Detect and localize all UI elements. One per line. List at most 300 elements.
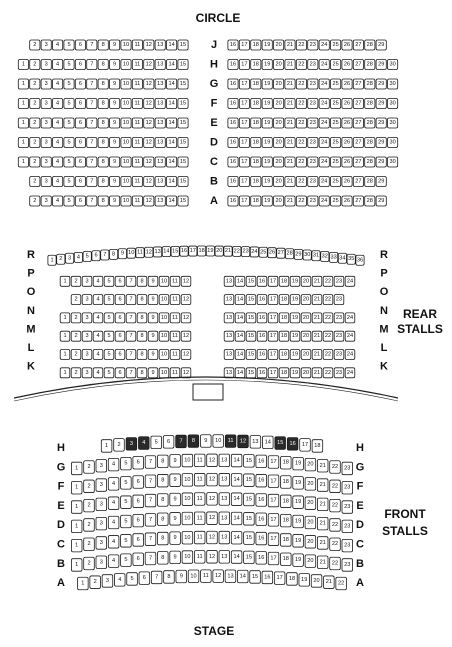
seat-rear-p-1[interactable]	[60, 276, 70, 286]
seat-front-b-3[interactable]	[96, 556, 107, 569]
seat-circle-b-21[interactable]	[285, 177, 295, 187]
seat-front-e-23[interactable]	[342, 501, 353, 514]
seat-circle-f-21[interactable]	[285, 99, 295, 109]
seat-front-a-14[interactable]	[237, 570, 248, 583]
seat-rear-o-18[interactable]	[279, 295, 289, 305]
seat-circle-f-11[interactable]	[132, 99, 142, 109]
seat-circle-j-29[interactable]	[376, 40, 386, 50]
seat-front-e-14[interactable]	[231, 493, 242, 506]
seat-rear-p-17[interactable]	[268, 276, 278, 286]
seat-rear-l-4[interactable]	[93, 350, 103, 360]
seat-rear-o-23[interactable]	[334, 295, 344, 305]
seat-front-c-9[interactable]	[170, 532, 181, 545]
seat-front-e-10[interactable]	[182, 493, 193, 506]
seat-front-e-19[interactable]	[293, 496, 304, 509]
seat-front-g-6[interactable]	[133, 456, 144, 469]
seat-circle-h-8[interactable]	[98, 60, 108, 70]
seat-circle-d-26[interactable]	[342, 138, 352, 148]
seat-rear-r-27[interactable]	[277, 248, 285, 258]
seat-rear-n-6[interactable]	[115, 313, 125, 323]
seat-front-e-1[interactable]	[71, 501, 82, 514]
seat-circle-a-7[interactable]	[87, 196, 97, 206]
seat-front-c-17[interactable]	[268, 533, 279, 546]
seat-front-e-7[interactable]	[145, 494, 156, 507]
seat-front-d-1[interactable]	[71, 520, 82, 533]
seat-circle-a-17[interactable]	[239, 196, 249, 206]
seat-rear-r-19[interactable]	[206, 246, 214, 256]
seat-rear-r-5[interactable]	[83, 252, 91, 262]
seat-front-g-21[interactable]	[317, 460, 328, 473]
seat-rear-r-29[interactable]	[294, 249, 302, 259]
seat-front-a-5[interactable]	[127, 573, 138, 586]
seat-front-e-22[interactable]	[330, 499, 341, 512]
seat-circle-e-12[interactable]	[144, 118, 154, 128]
seat-front-f-2[interactable]	[84, 480, 95, 493]
seat-rear-k-12[interactable]	[181, 368, 191, 378]
seat-circle-f-13[interactable]	[155, 99, 165, 109]
seat-front-c-16[interactable]	[256, 532, 267, 545]
seat-rear-n-10[interactable]	[159, 313, 169, 323]
seat-front-f-15[interactable]	[244, 474, 255, 487]
seat-front-h-18[interactable]	[312, 440, 323, 453]
seat-circle-c-20[interactable]	[274, 157, 284, 167]
seat-rear-n-24[interactable]	[345, 313, 355, 323]
seat-circle-h-1[interactable]	[18, 60, 28, 70]
seat-rear-l-16[interactable]	[257, 350, 267, 360]
seat-rear-p-24[interactable]	[345, 276, 355, 286]
seat-circle-e-28[interactable]	[365, 118, 375, 128]
seat-circle-d-9[interactable]	[110, 138, 120, 148]
seat-circle-e-17[interactable]	[239, 118, 249, 128]
seat-rear-r-26[interactable]	[268, 248, 276, 258]
seat-circle-d-2[interactable]	[30, 138, 40, 148]
seat-circle-j-19[interactable]	[262, 40, 272, 50]
seat-circle-b-7[interactable]	[87, 177, 97, 187]
seat-rear-l-22[interactable]	[323, 350, 333, 360]
seat-front-g-10[interactable]	[182, 454, 193, 467]
seat-front-g-5[interactable]	[121, 457, 132, 470]
seat-front-a-7[interactable]	[151, 571, 162, 584]
seat-circle-h-17[interactable]	[239, 60, 249, 70]
seat-circle-j-5[interactable]	[64, 40, 74, 50]
seat-rear-o-15[interactable]	[246, 295, 256, 305]
seat-circle-e-20[interactable]	[274, 118, 284, 128]
seat-circle-j-13[interactable]	[155, 40, 165, 50]
seat-rear-o-14[interactable]	[235, 295, 245, 305]
seat-circle-c-22[interactable]	[296, 157, 306, 167]
seat-front-e-17[interactable]	[268, 494, 279, 507]
seat-front-h-17[interactable]	[300, 439, 311, 452]
seat-circle-c-8[interactable]	[98, 157, 108, 167]
seat-circle-j-3[interactable]	[41, 40, 51, 50]
seat-front-h-7[interactable]	[176, 435, 187, 448]
seat-circle-j-23[interactable]	[308, 40, 318, 50]
seat-circle-g-21[interactable]	[285, 79, 295, 89]
seat-circle-e-15[interactable]	[178, 118, 188, 128]
seat-front-b-6[interactable]	[133, 553, 144, 566]
seat-circle-b-14[interactable]	[167, 177, 177, 187]
seat-circle-f-26[interactable]	[342, 99, 352, 109]
seat-rear-r-30[interactable]	[303, 250, 311, 260]
seat-front-e-12[interactable]	[207, 493, 218, 506]
seat-circle-c-12[interactable]	[144, 157, 154, 167]
seat-front-c-20[interactable]	[305, 536, 316, 549]
seat-front-c-10[interactable]	[182, 532, 193, 545]
seat-front-a-13[interactable]	[225, 570, 236, 583]
seat-circle-a-23[interactable]	[308, 196, 318, 206]
seat-rear-r-10[interactable]	[127, 248, 135, 258]
seat-circle-j-21[interactable]	[285, 40, 295, 50]
seat-circle-f-6[interactable]	[75, 99, 85, 109]
seat-front-h-6[interactable]	[163, 436, 174, 449]
seat-rear-k-9[interactable]	[148, 368, 158, 378]
seat-rear-m-10[interactable]	[159, 331, 169, 341]
seat-rear-k-24[interactable]	[345, 368, 355, 378]
seat-circle-j-28[interactable]	[365, 40, 375, 50]
seat-circle-f-7[interactable]	[87, 99, 97, 109]
seat-front-a-10[interactable]	[188, 570, 199, 583]
seat-circle-d-30[interactable]	[388, 138, 398, 148]
seat-front-a-20[interactable]	[311, 575, 322, 588]
seat-front-h-2[interactable]	[114, 439, 125, 452]
seat-front-e-5[interactable]	[121, 496, 132, 509]
seat-circle-h-9[interactable]	[110, 60, 120, 70]
seat-circle-g-11[interactable]	[132, 79, 142, 89]
seat-front-b-8[interactable]	[158, 552, 169, 565]
seat-circle-a-25[interactable]	[331, 196, 341, 206]
seat-front-a-15[interactable]	[250, 571, 261, 584]
seat-circle-g-24[interactable]	[319, 79, 329, 89]
seat-circle-b-29[interactable]	[376, 177, 386, 187]
seat-front-d-4[interactable]	[108, 516, 119, 529]
seat-circle-f-24[interactable]	[319, 99, 329, 109]
seat-front-e-16[interactable]	[256, 494, 267, 507]
seat-front-h-5[interactable]	[151, 436, 162, 449]
seat-rear-k-1[interactable]	[60, 368, 70, 378]
seat-rear-l-10[interactable]	[159, 350, 169, 360]
seat-circle-h-13[interactable]	[155, 60, 165, 70]
seat-circle-f-28[interactable]	[365, 99, 375, 109]
seat-circle-b-20[interactable]	[274, 177, 284, 187]
seat-front-d-22[interactable]	[330, 519, 341, 532]
seat-rear-k-5[interactable]	[104, 368, 114, 378]
seat-front-g-4[interactable]	[108, 458, 119, 471]
seat-circle-g-2[interactable]	[30, 79, 40, 89]
seat-circle-f-14[interactable]	[167, 99, 177, 109]
seat-front-d-14[interactable]	[231, 512, 242, 525]
seat-circle-g-16[interactable]	[228, 79, 238, 89]
seat-rear-n-18[interactable]	[279, 313, 289, 323]
seat-circle-h-25[interactable]	[331, 60, 341, 70]
seat-circle-e-11[interactable]	[132, 118, 142, 128]
seat-rear-n-16[interactable]	[257, 313, 267, 323]
seat-circle-j-26[interactable]	[342, 40, 352, 50]
seat-rear-r-25[interactable]	[259, 247, 267, 257]
seat-circle-h-2[interactable]	[30, 60, 40, 70]
seat-front-d-3[interactable]	[96, 517, 107, 530]
seat-circle-e-23[interactable]	[308, 118, 318, 128]
seat-circle-e-14[interactable]	[167, 118, 177, 128]
seat-front-f-12[interactable]	[207, 473, 218, 486]
seat-rear-l-6[interactable]	[115, 350, 125, 360]
seat-circle-e-18[interactable]	[251, 118, 261, 128]
seat-circle-c-29[interactable]	[376, 157, 386, 167]
seat-front-b-16[interactable]	[256, 552, 267, 565]
seat-circle-c-30[interactable]	[388, 157, 398, 167]
seat-circle-a-19[interactable]	[262, 196, 272, 206]
seat-front-a-2[interactable]	[90, 576, 101, 589]
seat-rear-o-22[interactable]	[323, 295, 333, 305]
seat-circle-f-18[interactable]	[251, 99, 261, 109]
seat-front-a-22[interactable]	[336, 577, 347, 590]
seat-rear-m-5[interactable]	[104, 331, 114, 341]
seat-circle-h-30[interactable]	[388, 60, 398, 70]
seat-rear-l-19[interactable]	[290, 350, 300, 360]
seat-circle-b-17[interactable]	[239, 177, 249, 187]
seat-rear-k-4[interactable]	[93, 368, 103, 378]
seat-circle-f-2[interactable]	[30, 99, 40, 109]
seat-circle-c-14[interactable]	[167, 157, 177, 167]
seat-rear-r-20[interactable]	[215, 246, 223, 256]
seat-rear-r-1[interactable]	[48, 255, 56, 265]
seat-front-d-21[interactable]	[317, 517, 328, 530]
seat-rear-o-17[interactable]	[268, 295, 278, 305]
seat-circle-g-8[interactable]	[98, 79, 108, 89]
seat-rear-r-34[interactable]	[338, 253, 346, 263]
seat-circle-e-25[interactable]	[331, 118, 341, 128]
seat-rear-l-17[interactable]	[268, 350, 278, 360]
seat-circle-c-15[interactable]	[178, 157, 188, 167]
seat-front-f-3[interactable]	[96, 479, 107, 492]
seat-front-b-19[interactable]	[293, 554, 304, 567]
seat-front-d-10[interactable]	[182, 512, 193, 525]
seat-circle-j-10[interactable]	[121, 40, 131, 50]
seat-front-c-23[interactable]	[342, 539, 353, 552]
seat-rear-l-7[interactable]	[126, 350, 136, 360]
seat-rear-k-23[interactable]	[334, 368, 344, 378]
seat-rear-r-12[interactable]	[145, 247, 153, 257]
seat-circle-c-11[interactable]	[132, 157, 142, 167]
seat-rear-n-4[interactable]	[93, 313, 103, 323]
seat-rear-r-3[interactable]	[66, 253, 74, 263]
seat-front-c-2[interactable]	[84, 538, 95, 551]
seat-front-b-12[interactable]	[207, 551, 218, 564]
seat-circle-b-10[interactable]	[121, 177, 131, 187]
seat-circle-c-4[interactable]	[53, 157, 63, 167]
seat-rear-l-21[interactable]	[312, 350, 322, 360]
seat-rear-p-5[interactable]	[104, 276, 114, 286]
seat-front-c-19[interactable]	[293, 535, 304, 548]
seat-circle-b-19[interactable]	[262, 177, 272, 187]
seat-circle-g-30[interactable]	[388, 79, 398, 89]
seat-front-g-20[interactable]	[305, 458, 316, 471]
seat-circle-g-7[interactable]	[87, 79, 97, 89]
seat-circle-a-12[interactable]	[144, 196, 154, 206]
seat-front-b-15[interactable]	[244, 551, 255, 564]
seat-circle-b-8[interactable]	[98, 177, 108, 187]
seat-rear-n-13[interactable]	[224, 313, 234, 323]
seat-circle-f-20[interactable]	[274, 99, 284, 109]
seat-rear-p-23[interactable]	[334, 276, 344, 286]
seat-rear-p-8[interactable]	[137, 276, 147, 286]
seat-circle-a-22[interactable]	[296, 196, 306, 206]
seat-front-b-5[interactable]	[121, 554, 132, 567]
seat-front-b-14[interactable]	[231, 551, 242, 564]
seat-circle-c-9[interactable]	[110, 157, 120, 167]
seat-circle-c-1[interactable]	[18, 157, 28, 167]
seat-front-c-22[interactable]	[330, 538, 341, 551]
seat-front-f-1[interactable]	[71, 481, 82, 494]
seat-circle-d-5[interactable]	[64, 138, 74, 148]
seat-front-e-13[interactable]	[219, 493, 230, 506]
seat-rear-n-21[interactable]	[312, 313, 322, 323]
seat-rear-o-7[interactable]	[126, 295, 136, 305]
seat-circle-f-3[interactable]	[41, 99, 51, 109]
seat-rear-o-3[interactable]	[82, 295, 92, 305]
seat-rear-n-9[interactable]	[148, 313, 158, 323]
seat-front-g-16[interactable]	[256, 455, 267, 468]
seat-circle-d-28[interactable]	[365, 138, 375, 148]
seat-circle-d-15[interactable]	[178, 138, 188, 148]
seat-front-f-22[interactable]	[330, 480, 341, 493]
seat-circle-f-10[interactable]	[121, 99, 131, 109]
seat-circle-a-16[interactable]	[228, 196, 238, 206]
seat-circle-a-11[interactable]	[132, 196, 142, 206]
seat-circle-c-26[interactable]	[342, 157, 352, 167]
seat-front-g-11[interactable]	[194, 454, 205, 467]
seat-rear-r-21[interactable]	[224, 246, 232, 256]
seat-circle-h-16[interactable]	[228, 60, 238, 70]
seat-circle-h-21[interactable]	[285, 60, 295, 70]
seat-circle-b-9[interactable]	[110, 177, 120, 187]
seat-front-g-8[interactable]	[158, 455, 169, 468]
seat-circle-a-13[interactable]	[155, 196, 165, 206]
seat-rear-r-9[interactable]	[118, 249, 126, 259]
seat-rear-m-18[interactable]	[279, 331, 289, 341]
seat-circle-e-4[interactable]	[53, 118, 63, 128]
seat-rear-n-1[interactable]	[60, 313, 70, 323]
seat-circle-c-6[interactable]	[75, 157, 85, 167]
seat-circle-f-12[interactable]	[144, 99, 154, 109]
seat-front-e-18[interactable]	[281, 495, 292, 508]
seat-rear-k-14[interactable]	[235, 368, 245, 378]
seat-circle-h-27[interactable]	[353, 60, 363, 70]
seat-circle-d-25[interactable]	[331, 138, 341, 148]
seat-front-d-8[interactable]	[158, 513, 169, 526]
seat-circle-j-15[interactable]	[178, 40, 188, 50]
seat-circle-d-17[interactable]	[239, 138, 249, 148]
seat-rear-o-19[interactable]	[290, 295, 300, 305]
seat-rear-k-19[interactable]	[290, 368, 300, 378]
seat-front-g-22[interactable]	[330, 461, 341, 474]
seat-front-d-16[interactable]	[256, 513, 267, 526]
seat-rear-k-6[interactable]	[115, 368, 125, 378]
seat-circle-c-18[interactable]	[251, 157, 261, 167]
seat-circle-d-23[interactable]	[308, 138, 318, 148]
seat-rear-o-8[interactable]	[137, 295, 147, 305]
seat-front-d-7[interactable]	[145, 514, 156, 527]
seat-rear-n-8[interactable]	[137, 313, 147, 323]
seat-circle-c-28[interactable]	[365, 157, 375, 167]
seat-front-d-2[interactable]	[84, 519, 95, 532]
seat-circle-j-2[interactable]	[30, 40, 40, 50]
seat-front-f-19[interactable]	[293, 477, 304, 490]
seat-rear-r-33[interactable]	[330, 252, 338, 262]
seat-rear-r-24[interactable]	[250, 247, 258, 257]
seat-front-b-23[interactable]	[342, 559, 353, 572]
seat-circle-d-6[interactable]	[75, 138, 85, 148]
seat-front-b-2[interactable]	[84, 557, 95, 570]
seat-rear-l-15[interactable]	[246, 350, 256, 360]
seat-circle-f-15[interactable]	[178, 99, 188, 109]
seat-front-b-11[interactable]	[194, 551, 205, 564]
seat-circle-j-25[interactable]	[331, 40, 341, 50]
seat-front-h-13[interactable]	[250, 436, 261, 449]
seat-rear-p-2[interactable]	[71, 276, 81, 286]
seat-rear-k-2[interactable]	[71, 368, 81, 378]
seat-circle-j-20[interactable]	[274, 40, 284, 50]
seat-circle-c-24[interactable]	[319, 157, 329, 167]
seat-rear-p-13[interactable]	[224, 276, 234, 286]
seat-front-f-11[interactable]	[194, 473, 205, 486]
seat-front-b-9[interactable]	[170, 551, 181, 564]
seat-front-c-4[interactable]	[108, 536, 119, 549]
seat-circle-a-8[interactable]	[98, 196, 108, 206]
seat-front-b-1[interactable]	[71, 559, 82, 572]
seat-rear-n-22[interactable]	[323, 313, 333, 323]
seat-rear-m-1[interactable]	[60, 331, 70, 341]
seat-front-f-21[interactable]	[317, 479, 328, 492]
seat-rear-k-16[interactable]	[257, 368, 267, 378]
seat-circle-e-26[interactable]	[342, 118, 352, 128]
seat-rear-r-23[interactable]	[242, 247, 250, 257]
seat-rear-l-8[interactable]	[137, 350, 147, 360]
seat-front-h-1[interactable]	[101, 440, 112, 453]
seat-front-a-3[interactable]	[102, 575, 113, 588]
seat-circle-g-23[interactable]	[308, 79, 318, 89]
seat-front-b-7[interactable]	[145, 552, 156, 565]
seat-front-c-6[interactable]	[133, 534, 144, 547]
seat-front-g-2[interactable]	[84, 461, 95, 474]
seat-front-c-7[interactable]	[145, 533, 156, 546]
seat-circle-h-22[interactable]	[296, 60, 306, 70]
seat-circle-d-22[interactable]	[296, 138, 306, 148]
seat-rear-m-6[interactable]	[115, 331, 125, 341]
seat-front-e-6[interactable]	[133, 495, 144, 508]
seat-circle-h-29[interactable]	[376, 60, 386, 70]
seat-rear-m-3[interactable]	[82, 331, 92, 341]
seat-rear-n-3[interactable]	[82, 313, 92, 323]
seat-front-f-5[interactable]	[121, 477, 132, 490]
seat-rear-l-9[interactable]	[148, 350, 158, 360]
seat-rear-m-2[interactable]	[71, 331, 81, 341]
seat-circle-d-21[interactable]	[285, 138, 295, 148]
seat-front-g-14[interactable]	[231, 454, 242, 467]
seat-circle-a-4[interactable]	[53, 196, 63, 206]
seat-rear-p-19[interactable]	[290, 276, 300, 286]
seat-circle-c-10[interactable]	[121, 157, 131, 167]
seat-front-c-11[interactable]	[194, 531, 205, 544]
seat-front-d-19[interactable]	[293, 515, 304, 528]
seat-circle-f-4[interactable]	[53, 99, 63, 109]
seat-circle-c-17[interactable]	[239, 157, 249, 167]
seat-front-d-6[interactable]	[133, 514, 144, 527]
seat-front-g-1[interactable]	[71, 462, 82, 475]
seat-circle-a-18[interactable]	[251, 196, 261, 206]
seat-circle-a-24[interactable]	[319, 196, 329, 206]
seat-front-f-23[interactable]	[342, 481, 353, 494]
seat-circle-g-10[interactable]	[121, 79, 131, 89]
